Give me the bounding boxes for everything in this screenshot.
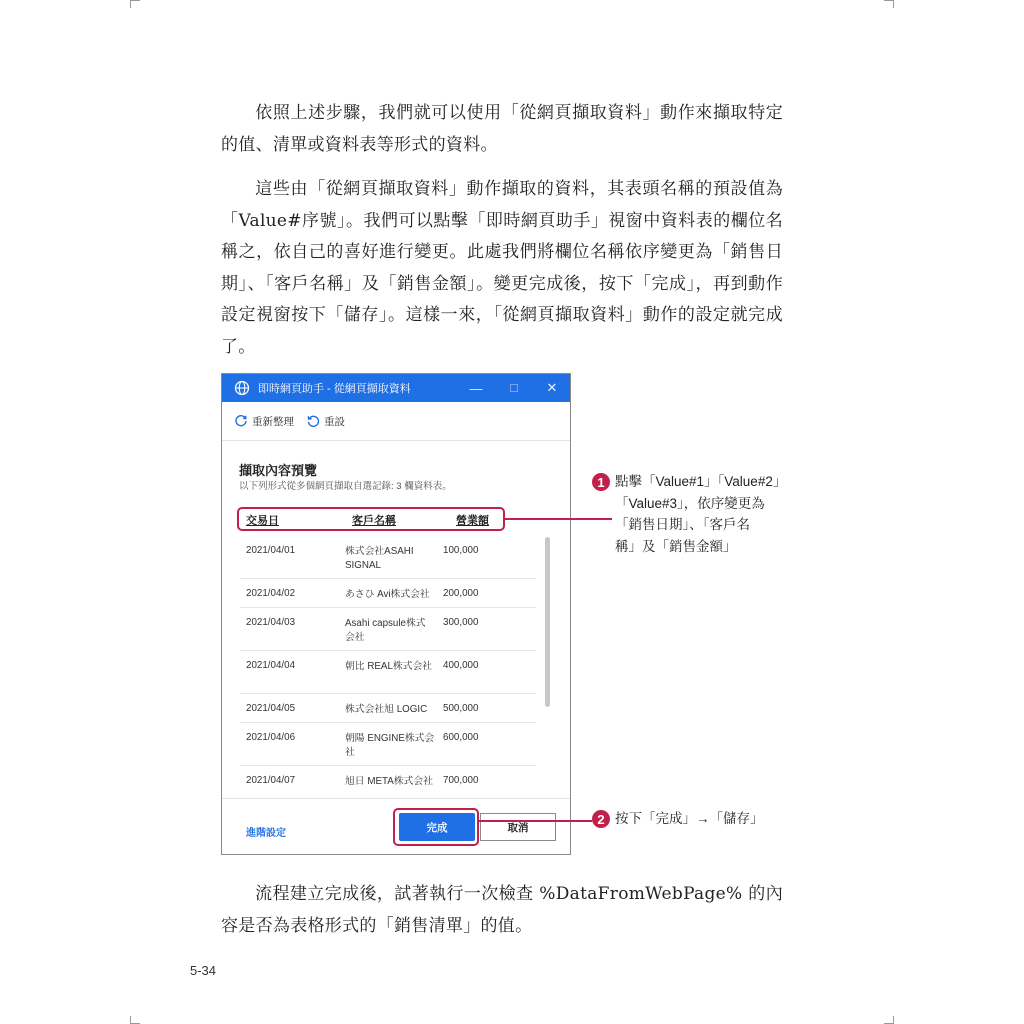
maximize-button[interactable]: ☐ xyxy=(509,382,519,395)
step-2-badge: 2 xyxy=(592,810,610,828)
cell-amount: 400,000 xyxy=(443,660,479,671)
advanced-settings-link[interactable]: 進階設定 xyxy=(246,828,286,839)
column-header-amount[interactable]: 營業額 xyxy=(456,515,489,527)
section-title: 擷取內容預覽 xyxy=(239,463,318,478)
table-row xyxy=(240,536,536,579)
callout-1-line: 稱」及「銷售金額」 xyxy=(615,538,737,554)
paragraph-3 xyxy=(221,879,783,942)
cell-amount: 600,000 xyxy=(443,732,479,743)
cancel-button[interactable]: 取消 xyxy=(480,813,556,841)
globe-icon xyxy=(234,380,250,396)
cell-amount: 100,000 xyxy=(443,545,479,556)
crop-mark xyxy=(130,0,131,8)
table-row xyxy=(240,723,536,766)
window-footer xyxy=(222,798,570,855)
paragraph-2 xyxy=(221,174,783,363)
cell-date: 2021/04/03 xyxy=(246,617,296,628)
column-header-date[interactable]: 交易日 xyxy=(246,515,279,527)
table-body xyxy=(240,536,538,798)
paragraph-3-text: 流程建立完成後，試著執行一次檢查 %DataFromWebPage% 的內容是否為表格形式的「銷售清單」的值。 xyxy=(221,884,783,936)
minimize-button[interactable]: — xyxy=(469,380,483,396)
crop-mark xyxy=(884,0,894,1)
cell-customer: 朝陽 ENGINE株式会社 xyxy=(345,733,435,758)
undo-icon xyxy=(306,414,320,428)
callout-1-line: 點擊「Value#1」「Value#2」 xyxy=(615,474,787,489)
callout-1-connector xyxy=(504,518,612,520)
callout-1-line: 「Value#3」，依序變更為 xyxy=(615,495,765,511)
cell-customer: 株式会社ASAHI SIGNAL xyxy=(345,546,414,571)
cell-customer: 朝比 REAL株式会社 xyxy=(345,661,433,672)
cell-amount: 500,000 xyxy=(443,703,479,714)
table-row xyxy=(240,651,536,694)
cell-amount: 200,000 xyxy=(443,588,479,599)
callout-1-text xyxy=(615,471,786,557)
window-title: 即時網頁助手 - 從網頁擷取資料 xyxy=(258,383,411,395)
callout-2-connector xyxy=(477,820,592,822)
cell-date: 2021/04/01 xyxy=(246,545,296,556)
done-button[interactable]: 完成 xyxy=(399,813,475,841)
cell-date: 2021/04/06 xyxy=(246,732,296,743)
cell-date: 2021/04/05 xyxy=(246,703,296,714)
reset-button[interactable] xyxy=(306,414,345,429)
paragraph-2-text: 這些由「從網頁擷取資料」動作擷取的資料，其表頭名稱的預設值為「Value#序號」。我們可以點擊「即時網頁助手」視窗中資料表的欄位名稱之，依自己的喜好進行變更。此處我們將欄位名稱依序變更為「銷售日期」、「客戶名稱」及「銷售金額」。變更完成後，按下「完成」，再到動作設定視窗按下「儲存」。這樣一來，「從網頁擷取資料」動作的設定就完成了。 xyxy=(221,179,783,357)
column-header-customer[interactable]: 客戶名稱 xyxy=(352,515,396,527)
cell-date: 2021/04/04 xyxy=(246,660,296,671)
cell-amount: 700,000 xyxy=(443,775,479,786)
cell-customer: Asahi capsule株式会社 xyxy=(345,618,426,643)
cell-date: 2021/04/02 xyxy=(246,588,296,599)
window-toolbar xyxy=(222,402,570,441)
section-subtitle: 以下列形式從多個網頁擷取自選記錄: 3 欄資料表。 xyxy=(239,481,452,492)
paragraph-1 xyxy=(221,98,783,161)
scrollbar-thumb[interactable] xyxy=(545,537,550,707)
window-titlebar xyxy=(222,374,570,402)
crop-mark xyxy=(130,0,140,1)
refresh-label: 重新整理 xyxy=(252,415,294,428)
table-row xyxy=(240,608,536,651)
callout-1-line: 「銷售日期」、「客戶名 xyxy=(615,517,750,532)
reset-label: 重設 xyxy=(324,415,345,428)
table-row xyxy=(240,766,536,798)
paragraph-1-text: 依照上述步驟，我們就可以使用「從網頁擷取資料」動作來擷取特定的值、清單或資料表等形式的資料。 xyxy=(221,103,783,155)
table-row xyxy=(240,579,536,608)
callout-2-text: 按下「完成」→「儲存」 xyxy=(615,811,764,826)
refresh-button[interactable] xyxy=(234,414,294,429)
crop-mark xyxy=(893,0,894,8)
table-row xyxy=(240,694,536,723)
cell-amount: 300,000 xyxy=(443,617,479,628)
cell-customer: 株式会社旭 LOGIC xyxy=(345,704,428,715)
step-1-badge: 1 xyxy=(592,473,610,491)
live-web-helper-window xyxy=(221,373,571,855)
cell-date: 2021/04/07 xyxy=(246,775,296,786)
header-highlight-box xyxy=(237,507,505,531)
page-number: 5-34 xyxy=(190,963,217,978)
cell-customer: あさひ Avi株式会社 xyxy=(345,589,430,600)
refresh-icon xyxy=(234,414,248,428)
cell-customer: 旭日 META株式会社 xyxy=(345,776,433,787)
close-button[interactable]: ✕ xyxy=(546,380,558,395)
